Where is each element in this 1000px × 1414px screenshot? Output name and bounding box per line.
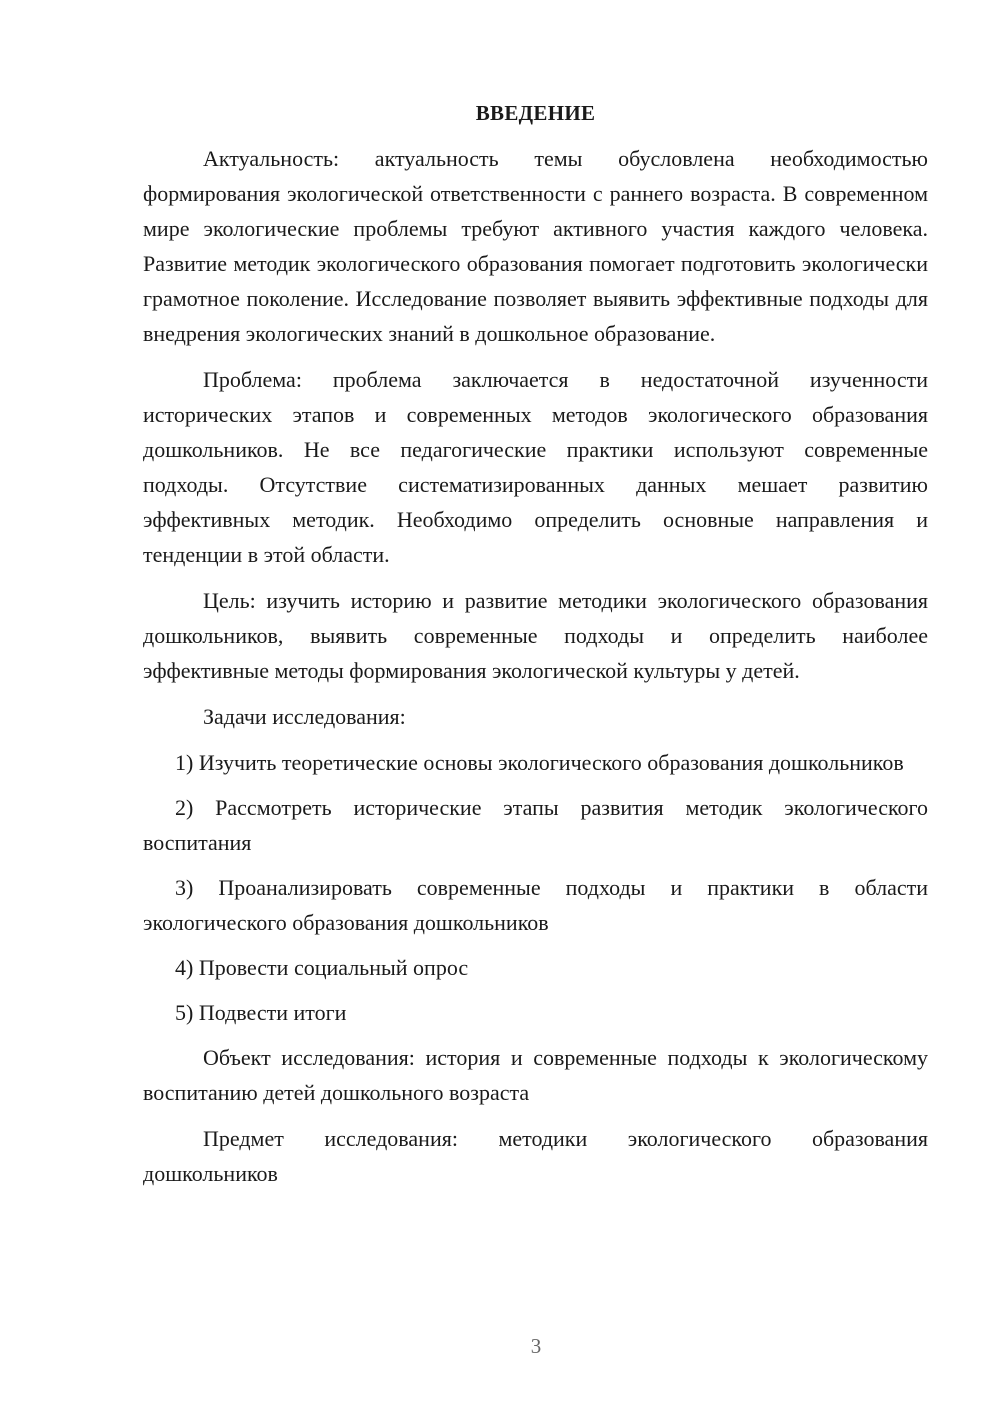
page-number: 3 <box>530 1334 542 1358</box>
research-object-paragraph: Объект исследования: история и современные подходы к экологическому воспитанию детей дошкольного возраста <box>143 1045 928 1105</box>
problem-paragraph: Проблема: проблема заключается в недостаточной изученности исторических этапов и современных методов экологического образования дошкольников. Не все педагогические практики используют современные подходы. Отсутствие систематизированных данных мешает развитию эффективных методик. Необходимо определить основные направления и тенденции в этой области. <box>143 367 928 567</box>
research-subject-paragraph: Предмет исследования: методики экологического образования дошкольников <box>143 1126 928 1186</box>
relevance-paragraph: Актуальность: актуальность темы обусловлена необходимостью формирования экологической ответственности с раннего возраста. В современном мире экологические проблемы требуют активного участия каждого человека. Развитие методик экологического образования помогает подготовить экологически грамотное поколение. Исследование позволяет выявить эффективные подходы для внедрения экологических знаний в дошкольное образование. <box>143 146 928 346</box>
tasks-heading: Задачи исследования: <box>203 704 406 729</box>
task-item-1: 1) Изучить теоретические основы экологического образования дошкольников <box>175 750 904 775</box>
task-item-3: 3) Проанализировать современные подходы и практики в области экологического образования дошкольников <box>143 875 928 935</box>
task-item-5: 5) Подвести итоги <box>175 1000 347 1025</box>
section-title: ВВЕДЕНИЕ <box>475 101 596 125</box>
task-item-4: 4) Провести социальный опрос <box>175 955 469 980</box>
goal-paragraph: Цель: изучить историю и развитие методики экологического образования дошкольников, выявить современные подходы и определить наиболее эффективные методы формирования экологической культуры у детей. <box>143 588 928 683</box>
task-item-2: 2) Рассмотреть исторические этапы развития методик экологического воспитания <box>143 795 928 855</box>
page-content <box>143 96 928 1202</box>
